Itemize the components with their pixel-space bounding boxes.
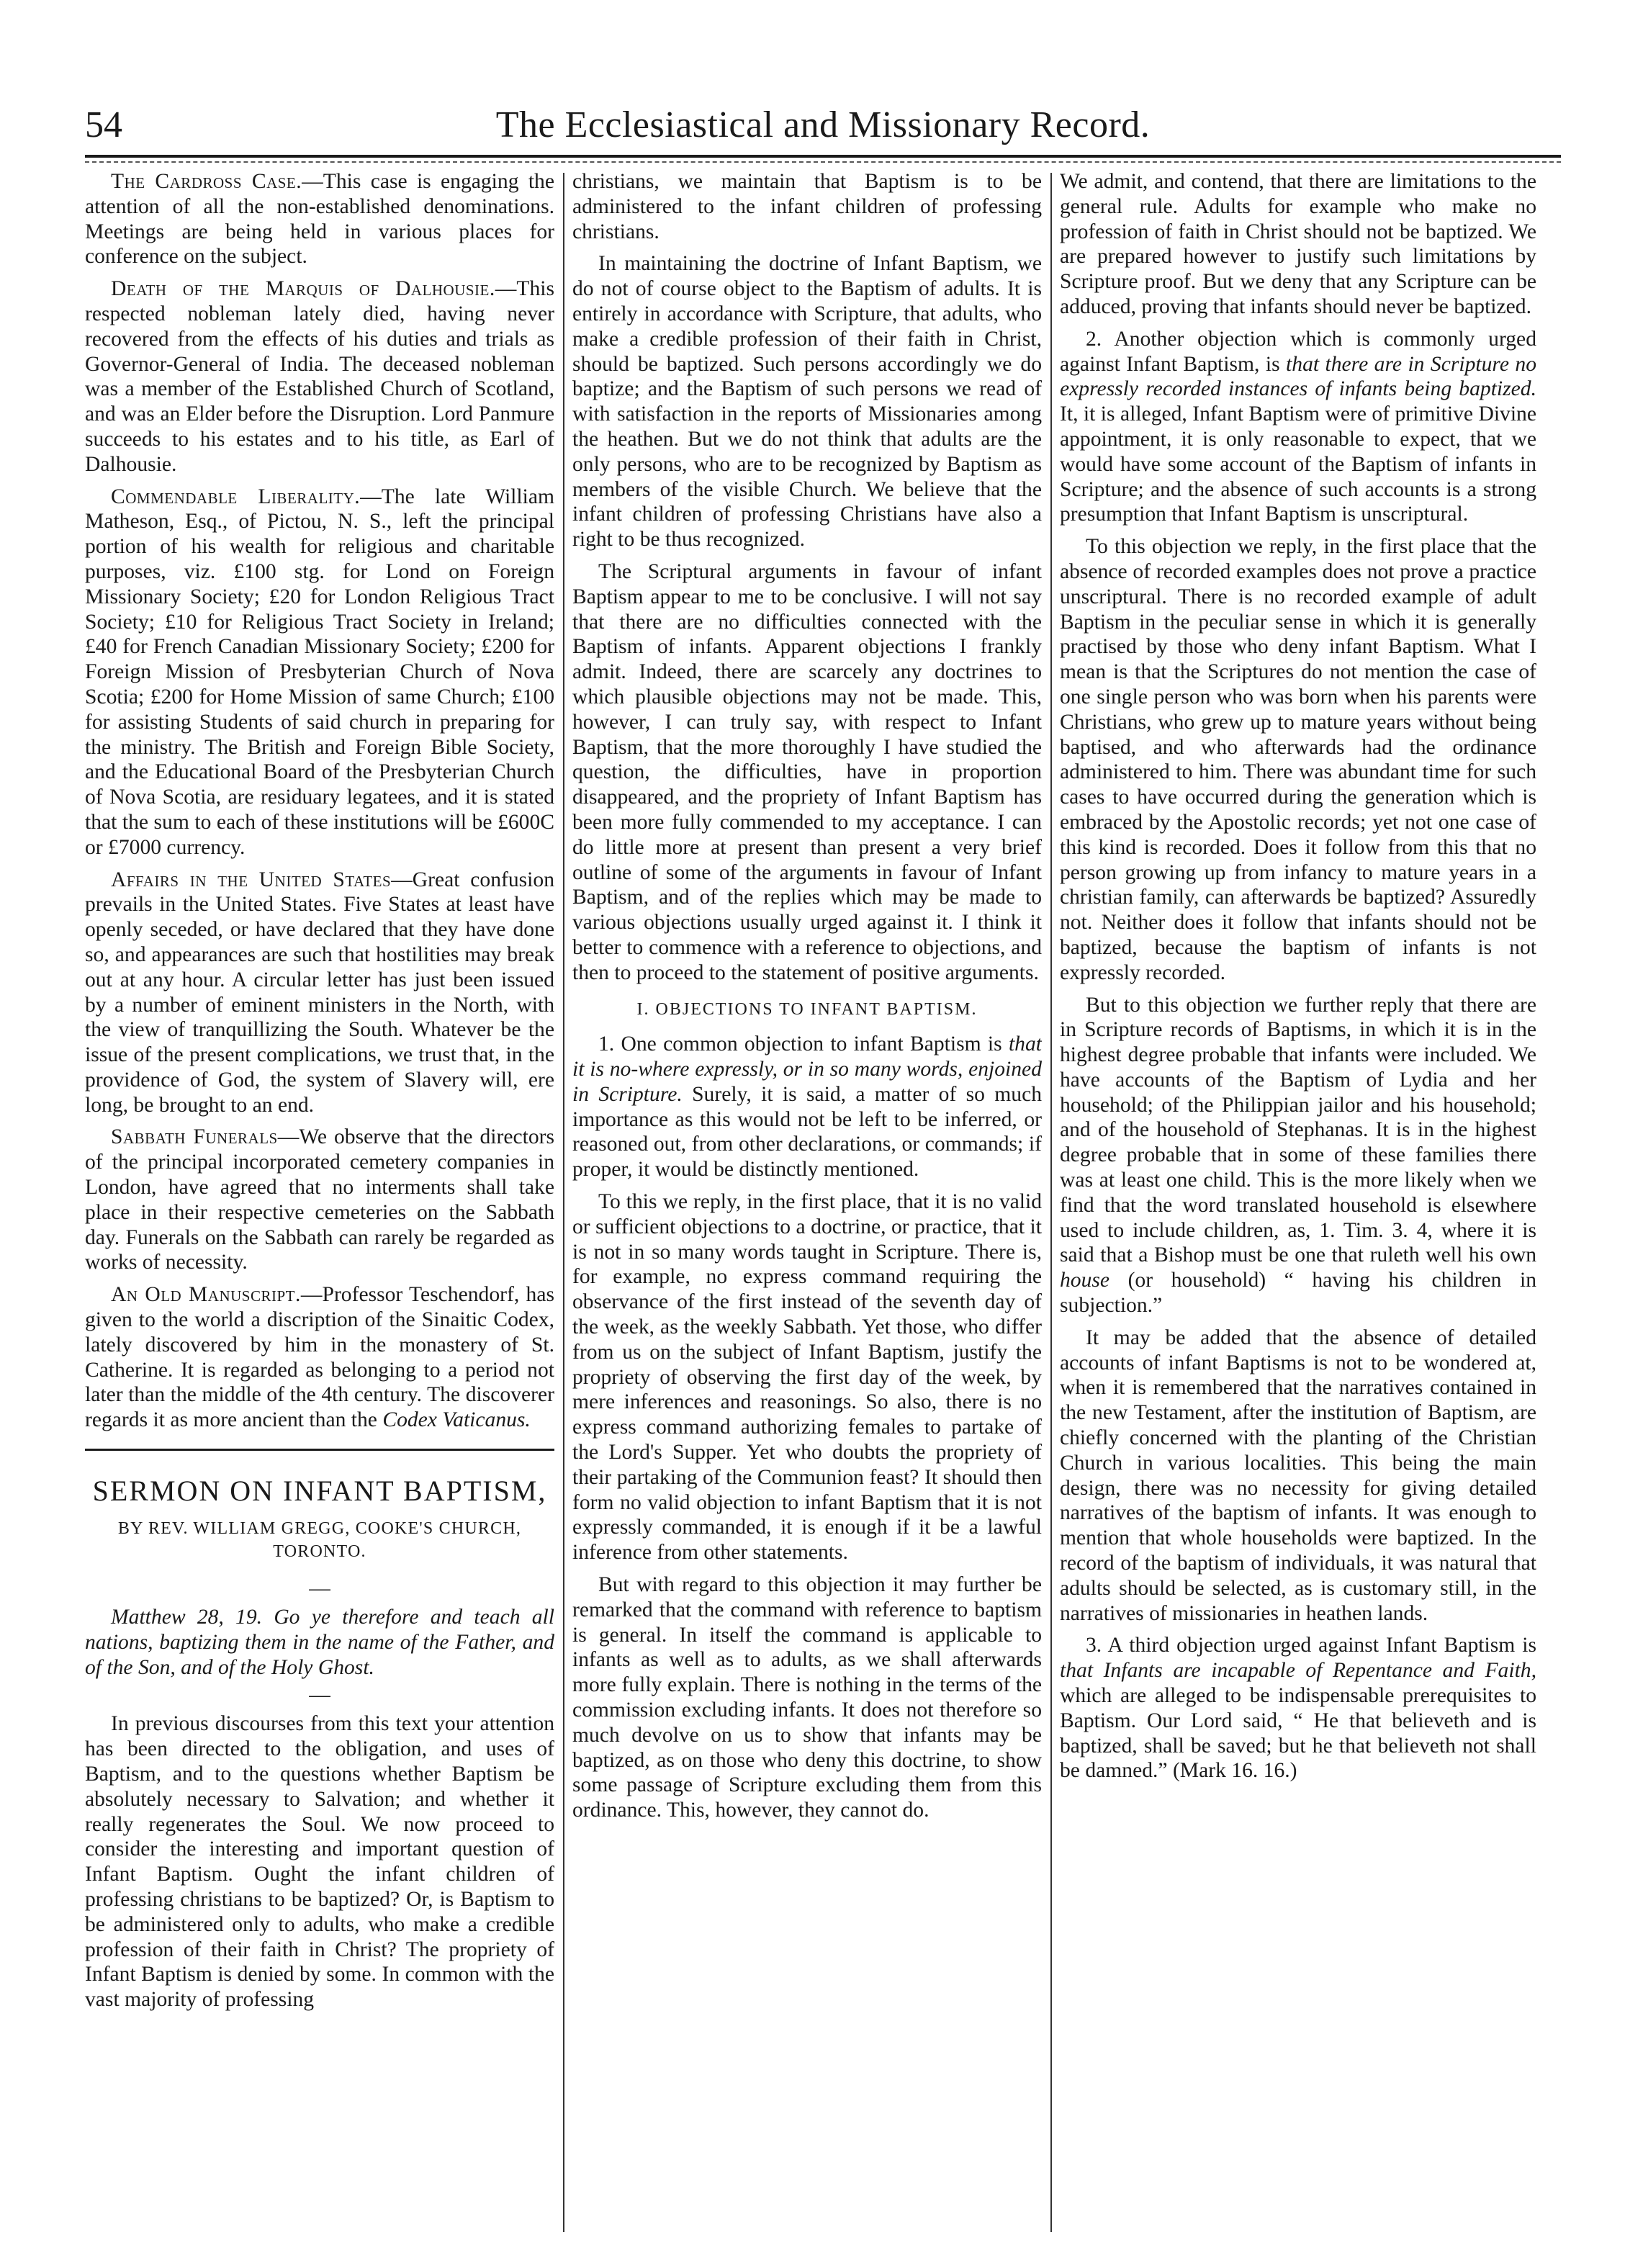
- column-divider-1: [563, 173, 564, 2232]
- column-3: [1060, 169, 1536, 2236]
- paragraph-text: 2. Another objection which is commonly urged against Infant Baptism, is: [1060, 327, 1536, 376]
- news-item-text: —This respected nobleman lately died, having never recovered from the effects of his duties and trials as Governor-General of India. The deceased nobleman was a member of the Established Church of Scotland, and was an Elder before the Disruption. Lord Panmure succeeds to his estates and to his title, as Earl of Dalhousie.: [85, 277, 554, 476]
- news-item-dalhousie: [85, 276, 554, 477]
- news-item-text: —This case is engaging the attention of all the non-established denominations. Meetings are being held in various places for conference on the subject.: [85, 170, 554, 269]
- news-item-italic: Codex Vaticanus.: [382, 1408, 531, 1432]
- news-item-manuscript: [85, 1282, 554, 1433]
- sermon-paragraph: [572, 1032, 1042, 1182]
- text-dash: —: [309, 1683, 330, 1707]
- news-item-liberality: [85, 485, 554, 860]
- news-item-united-states: [85, 868, 554, 1118]
- sermon-paragraph: [1060, 1633, 1536, 1783]
- paragraph-italic: house: [1060, 1269, 1110, 1292]
- news-item-lead: Sabbath Funerals: [111, 1125, 278, 1149]
- news-item-lead: Affairs in the United States: [111, 868, 392, 891]
- news-item-lead: Death of the Marquis of Dalhousie.: [111, 277, 495, 301]
- sermon-paragraph: We admit, and contend, that there are limitations to the general rule. Adults for example who make no profession of faith in Christ should not be baptized. We are prepared however to justify such limitations by Scripture proof. But we deny that any Scripture can be adduced, proving that infants should never be baptized.: [1060, 170, 1536, 318]
- paragraph-italic: that it is no-where expressly, or in so many words, enjoined in Scripture.: [572, 1032, 1042, 1106]
- sermon-paragraph: christians, we maintain that Baptism is to be administered to the infant children of professing christians.: [572, 170, 1042, 243]
- column-2: [572, 169, 1042, 2236]
- news-item-cardross: [85, 169, 554, 269]
- paragraph-text: Surely, it is said, a matter of so much importance as this would not be left to be inferred, or reasoned out, from other declarations, or commands; if proper, it would be distinctly mentioned.: [572, 1082, 1042, 1182]
- news-item-text: —Professor Teschendorf, has given to the world a discription of the Sinaitic Codex, lately discovered by him in the monastery of St. Catherine. It is regarded as belonging to a period not later than the middle of the 4th century. The discoverer regards it as more ancient than the: [85, 1283, 554, 1432]
- sermon-title: SERMON ON INFANT BAPTISM,: [92, 1475, 547, 1508]
- sermon-paragraph: To this we reply, in the first place, that it is no valid or sufficient objections to a doctrine, or practice, that it is not in so many words taught in Scripture. There is, for example, no express command requiring the observance of the first instead of the seventh day of the week, as the weekly Sabbath. Yet those, who differ from us on the subject of Infant Baptism, justify the propriety of observing the first day of the week, by mere inferences and reasonings. So also, there is no express command authorizing females to partake of the Lord's Supper. Yet who doubts the propriety of their partaking of the Communion feast? It should then form no valid objection to infant Baptism that it is not expressly commanded, it is enough if it be a lawful inference from other statements.: [572, 1190, 1042, 1565]
- paragraph-text: which are alleged to be indispensable prerequisites to Baptism. Our Lord said, “ He that believeth and is baptized, shall be saved; but he that believeth not shall be damned.” (Mark 16. 16.): [1060, 1684, 1536, 1783]
- scripture-body: Go ye therefore and teach all nations, baptizing them in the name of the Father, and of the Son, and of the Holy Ghost.: [85, 1606, 554, 1679]
- paragraph-text: 3. A third objection urged against Infant Baptism is: [1086, 1634, 1536, 1657]
- sermon-byline: BY REV. WILLIAM GREGG, COOKE'S CHURCH, TORONTO.: [117, 1519, 522, 1562]
- sermon-paragraph: It may be added that the absence of detailed accounts of infant Baptisms is not to be wondered at, when it is remembered that the narratives contained in the new Testament, after the institution of Baptism, are chiefly concerned with the planting of the Christian Church in various localities. This being the main design, there was no necessity for giving detailed narratives of the baptism of infants. It was enough to mention that whole households were baptized. In the record of the baptism of individuals, it was natural that adults should be selected, as is customary still, in the narratives of missionaries in heathen lands.: [1060, 1326, 1536, 1625]
- header-rule-dashed: [85, 161, 1561, 163]
- section-heading: I. OBJECTIONS TO INFANT BAPTISM.: [636, 999, 978, 1019]
- paragraph-italic: that there are in Scripture no expressly recorded instances of infants being baptized.: [1060, 352, 1536, 401]
- sermon-paragraph: [1060, 993, 1536, 1318]
- section-rule: [85, 1449, 554, 1451]
- column-1: [85, 169, 554, 2236]
- news-item-lead: Commendable Liberality.: [111, 485, 361, 508]
- header-rule: [85, 155, 1561, 158]
- sermon-paragraph: [1060, 327, 1536, 527]
- paragraph-text: It, it is alleged, Infant Baptism were of primitive Divine appointment, it is only reasonable to expect, that we would have some account of the Baptism of infants in Scripture; and the absence of such accounts is a strong presumption that Infant Baptism is unscriptural.: [1060, 402, 1536, 526]
- news-item-text: —The late William Matheson, Esq., of Pictou, N. S., left the principal portion of his wealth for religious and charitable purposes, viz. £100 stg. for Lond on Foreign Missionary Society; £20 for London Religious Tract Society; £10 for Religious Tract Society in Ireland; £40 for French Canadian Missionary Society; £200 for Foreign Mission of Presbyterian Church of Nova Scotia; £200 for Home Mission of same Church; £100 for assisting Students of said church in preparing for the ministry. The British and Foreign Bible Society, and the Educational Board of the Presbyterian Church of Nova Scotia, are residuary legatees, and it is stated that the sum to each of these institutions will be £600C or £7000 currency.: [85, 485, 554, 859]
- sermon-paragraph: But with regard to this objection it may further be remarked that the command with reference to baptism is general. In itself the command is applicable to infants as well as to adults, as we shall afterwards more fully explain. There is nothing in the terms of the commission excluding infants. It does not therefore so much devolve on us to show that infants may be baptized, as on those who deny this doctrine, to show some passage of Scripture excluding them from this ordinance. This, however, they cannot do.: [572, 1573, 1042, 1822]
- paragraph-text: (or household) “ having his children in subjection.”: [1060, 1269, 1536, 1318]
- sermon-paragraph: In previous discourses from this text your attention has been directed to the obligation, and uses of Baptism, and to the questions whether Baptism be absolutely necessary to Salvation; and whether it really regenerates the Soul. We now proceed to consider the interesting and important question of Infant Baptism. Ought the infant children of professing christians to be baptized? Or, is Baptism to be administered only to adults, who make a credible profession of their faith in Christ? The propriety of Infant Baptism is denied by some. In common with the vast majority of professing: [85, 1712, 554, 2012]
- news-item-lead: An Old Manuscript.: [111, 1283, 301, 1307]
- news-item-sabbath-funerals: [85, 1125, 554, 1275]
- column-divider-2: [1050, 173, 1052, 2232]
- news-item-lead: The Cardross Case.: [111, 170, 302, 193]
- paragraph-text: But to this objection we further reply that there are in Scripture records of Baptisms, in which it is in the highest degree probable that infants were included. We have accounts of the Baptism of Lydia and her household; of the Philippian jailor and his household; and of the household of Stephanas. It is in the highest degree probable that in some of these families there was at least one child. This is the more likely when we find that the word translated household is elsewhere used to include children, as, 1. Tim. 3. 4, where it is said that a Bishop must be one that ruleth well his own: [1060, 993, 1536, 1267]
- sermon-paragraph: To this objection we reply, in the first place that the absence of recorded examples does not prove a practice unscriptural. There is no recorded example of adult Baptism in the peculiar sense in which it is generally practised by those who deny infant Baptism. What I mean is that the Scriptures do not mention the case of one single person who was born when his parents were Christians, who grew up to mature years without being baptised, and who afterwards had the ordinance administered to him. There was abundant time for such cases to have occurred during the generation which is embraced by the Apostolic records; yet not one case of this kind is recorded. Does it follow from this that no person growing up from infancy to mature years in a christian family, can afterwards be baptized? Assuredly not. Neither does it follow that infants should not be baptized, because the baptism of infants is not expressly recorded.: [1060, 535, 1536, 984]
- sermon-paragraph: In maintaining the doctrine of Infant Baptism, we do not of course object to the Baptism of adults. It is entirely in accordance with Scripture, that adults, who make a credible profession of their faith in Christ, should be baptized. Such persons accordingly we do baptize; and the Baptism of such persons we read of with satisfaction in the reports of Missionaries among the heathen. But we do not think that adults are the only persons, who are to be recognized by Baptism as members of the visible Church. We believe that the infant children of professing Christians have also a right to be thus recognized.: [572, 252, 1042, 552]
- sermon-dash: —: [309, 1577, 330, 1601]
- scripture-text: [85, 1605, 554, 1680]
- running-title: The Ecclesiastical and Missionary Record.: [495, 104, 1151, 145]
- page-header: [85, 102, 1561, 153]
- sermon-paragraph: The Scriptural arguments in favour of infant Baptism appear to me to be conclusive. I will not say that there are no difficulties connected with the Baptism of infants. Apparent objections I frankly admit. Indeed, there are scarcely any doctrines to which plausible objections may not be made. This, however, I can truly say, with respect to Infant Baptism, that the more thoroughly I have studied the question, the difficulties, have in proportion disappeared, and the propriety of Infant Baptism has been more fully commended to my acceptance. I can do little more at present than present a very brief outline of some of the arguments in favour of Infant Baptism, and of the replies which may be made to various objections usually urged against it. I think it better to commence with a reference to objections, and then to proceed to the statement of positive arguments.: [572, 559, 1042, 984]
- paragraph-italic: that Infants are incapable of Repentance and Faith,: [1060, 1659, 1536, 1683]
- paragraph-text: 1. One common objection to infant Baptism is: [598, 1032, 1009, 1056]
- news-item-text: —We observe that the directors of the principal incorporated cemetery companies in London, have agreed that no interments shall take place in their respective cemeteries on the Sabbath day. Funerals on the Sabbath can rarely be regarded as works of necessity.: [85, 1125, 554, 1274]
- scripture-ref: Matthew 28, 19.: [111, 1606, 263, 1629]
- news-item-text: —Great confusion prevails in the United States. Five States at least have openly seceded, or have declared that they have done so, and appearances are such that hostilities may break out at any hour. A circular letter has just been issued by a number of eminent ministers in the North, with the view of tranquillizing the South. Whatever be the issue of the present complications, we trust that, in the providence of God, the system of Slavery will, ere long, be brought to an end.: [85, 868, 554, 1117]
- page-number: 54: [85, 104, 122, 145]
